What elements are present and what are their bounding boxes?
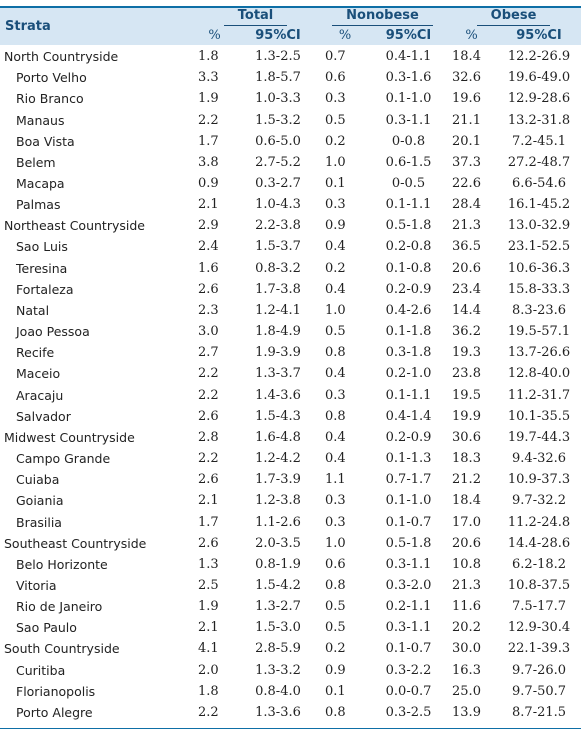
city-name: Rio de Janeiro — [16, 599, 103, 615]
table-row — [0, 46, 581, 68]
cell-obese-ci: 9.7-50.7 — [512, 683, 567, 699]
cell-nonobese-pct: 1.0 — [325, 154, 346, 170]
cell-obese-ci: 10.1-35.5 — [507, 408, 571, 424]
table-row — [0, 215, 581, 236]
table-row — [0, 152, 581, 173]
cell-nonobese-pct: 0.1 — [325, 683, 346, 699]
cell-total-ci: 1.5-4.3 — [255, 408, 301, 424]
table-row — [0, 67, 581, 88]
cell-nonobese-ci: 0-0.5 — [391, 176, 426, 192]
cell-obese-pct: 36.5 — [452, 239, 481, 255]
cell-obese-pct: 21.2 — [452, 472, 481, 488]
cell-nonobese-pct: 0.5 — [325, 324, 346, 340]
cell-total-ci: 1.2-4.1 — [255, 302, 301, 318]
table-header — [0, 8, 581, 46]
cell-obese-pct: 19.6 — [452, 91, 481, 107]
city-name: Natal — [16, 302, 50, 318]
city-name: Porto Velho — [16, 70, 87, 86]
cell-total-pct: 1.7 — [198, 133, 219, 149]
cell-nonobese-pct: 1.0 — [325, 302, 346, 318]
cell-nonobese-ci: 0.2-0.9 — [385, 429, 432, 445]
cell-nonobese-ci: 0.5-1.8 — [385, 535, 432, 551]
city-name: Florianopolis — [16, 683, 96, 699]
group-label: Obese — [477, 8, 551, 26]
cell-obese-pct: 21.1 — [452, 112, 481, 128]
cell-obese-ci: 15.8-33.3 — [507, 281, 571, 297]
region-name: North Countryside — [4, 49, 119, 65]
cell-obese-ci: 6.6-54.6 — [512, 176, 567, 192]
cell-total-ci: 1.2-4.2 — [255, 451, 301, 467]
cell-nonobese-ci: 0.1-1.0 — [385, 91, 432, 107]
cell-total-ci: 1.3-3.6 — [255, 704, 301, 720]
cell-nonobese-pct: 0.8 — [325, 408, 346, 424]
table-body — [0, 46, 581, 724]
cell-total-pct: 1.8 — [198, 49, 219, 65]
cell-obese-ci: 19.5-57.1 — [507, 324, 571, 340]
cell-nonobese-pct: 0.5 — [325, 599, 346, 615]
cell-nonobese-pct: 0.3 — [325, 387, 346, 403]
cell-total-ci: 1.5-3.7 — [255, 239, 301, 255]
table-row — [0, 660, 581, 681]
table-row — [0, 617, 581, 638]
cell-nonobese-ci: 0.2-0.9 — [385, 281, 432, 297]
cell-obese-pct: 28.4 — [452, 197, 481, 213]
cell-obese-ci: 11.2-24.8 — [507, 514, 571, 530]
cell-nonobese-ci: 0.2-0.8 — [385, 239, 432, 255]
table-row — [0, 702, 581, 723]
table-row — [0, 406, 581, 427]
table-row — [0, 258, 581, 279]
group-label: Nonobese — [332, 8, 433, 26]
cell-total-pct: 1.9 — [198, 599, 219, 615]
city-name: Porto Alegre — [16, 704, 93, 720]
cell-obese-pct: 13.9 — [452, 704, 481, 720]
cell-obese-pct: 20.6 — [452, 260, 481, 276]
cell-obese-pct: 30.0 — [452, 641, 481, 657]
table-row — [0, 427, 581, 448]
cell-nonobese-pct: 0.3 — [325, 197, 346, 213]
cell-nonobese-ci: 0.4-2.6 — [385, 302, 432, 318]
cell-nonobese-pct: 0.4 — [325, 281, 346, 297]
cell-obese-pct: 20.6 — [452, 535, 481, 551]
cell-obese-ci: 10.8-37.5 — [507, 577, 571, 593]
cell-nonobese-pct: 0.8 — [325, 704, 346, 720]
cell-total-pct: 2.6 — [198, 408, 219, 424]
cell-nonobese-ci: 0.6-1.5 — [385, 154, 432, 170]
cell-nonobese-ci: 0.2-1.0 — [385, 366, 432, 382]
cell-nonobese-pct: 0.9 — [325, 218, 346, 234]
cell-nonobese-pct: 0.6 — [325, 556, 346, 572]
cell-nonobese-pct: 0.8 — [325, 345, 346, 361]
cell-nonobese-ci: 0.3-1.1 — [385, 556, 432, 572]
cell-nonobese-ci: 0.4-1.1 — [385, 49, 432, 65]
cell-obese-ci: 27.2-48.7 — [507, 154, 571, 170]
cell-obese-pct: 16.3 — [452, 662, 481, 678]
cell-obese-pct: 14.4 — [452, 302, 481, 318]
table-row — [0, 131, 581, 152]
city-name: Salvador — [16, 408, 71, 424]
city-name: Sao Paulo — [16, 620, 77, 636]
cell-nonobese-pct: 0.2 — [325, 641, 346, 657]
cell-total-pct: 2.6 — [198, 281, 219, 297]
cell-nonobese-pct: 0.1 — [325, 176, 346, 192]
cell-nonobese-pct: 0.7 — [325, 49, 346, 65]
subheader-total-ci: 95%CI — [237, 26, 319, 46]
subheader-nonobese-ci: 95%CI — [371, 26, 446, 46]
city-name: Teresina — [16, 260, 68, 276]
cell-total-ci: 0.6-5.0 — [255, 133, 301, 149]
table-row — [0, 279, 581, 300]
cell-total-ci: 1.4-3.6 — [255, 387, 301, 403]
city-name: Rio Branco — [16, 91, 84, 107]
cell-total-pct: 3.3 — [198, 70, 219, 86]
cell-obese-pct: 20.1 — [452, 133, 481, 149]
cell-nonobese-pct: 0.6 — [325, 70, 346, 86]
cell-nonobese-ci: 0.7-1.7 — [385, 472, 432, 488]
cell-nonobese-ci: 0.3-1.1 — [385, 620, 432, 636]
cell-total-pct: 1.8 — [198, 683, 219, 699]
cell-nonobese-pct: 0.5 — [325, 620, 346, 636]
cell-total-ci: 1.5-4.2 — [255, 577, 301, 593]
cell-total-pct: 2.9 — [198, 218, 219, 234]
cell-obese-pct: 25.0 — [452, 683, 481, 699]
cell-obese-ci: 13.0-32.9 — [507, 218, 571, 234]
cell-obese-ci: 23.1-52.5 — [507, 239, 571, 255]
cell-nonobese-pct: 0.4 — [325, 239, 346, 255]
cell-obese-pct: 10.8 — [452, 556, 481, 572]
cell-obese-ci: 8.7-21.5 — [512, 704, 567, 720]
cell-obese-pct: 19.9 — [452, 408, 481, 424]
cell-nonobese-ci: 0.1-0.8 — [385, 260, 432, 276]
city-name: Belem — [16, 154, 56, 170]
table-row — [0, 300, 581, 321]
cell-nonobese-pct: 0.8 — [325, 577, 346, 593]
cell-obese-ci: 10.9-37.3 — [507, 472, 571, 488]
city-name: Brasilia — [16, 514, 62, 530]
cell-total-pct: 2.1 — [198, 620, 219, 636]
cell-total-pct: 2.3 — [198, 302, 219, 318]
city-name: Aracaju — [16, 387, 64, 403]
cell-nonobese-pct: 0.2 — [325, 260, 346, 276]
table-row — [0, 638, 581, 659]
city-name: Belo Horizonte — [16, 556, 108, 572]
cell-total-ci: 1.9-3.9 — [255, 345, 301, 361]
table-row — [0, 385, 581, 406]
group-header-obese — [446, 8, 581, 26]
table-row — [0, 88, 581, 109]
cell-obese-ci: 12.8-40.0 — [507, 366, 571, 382]
cell-total-ci: 1.3-2.7 — [255, 599, 301, 615]
table-row — [0, 109, 581, 130]
table-row — [0, 194, 581, 215]
city-name: Curitiba — [16, 662, 66, 678]
cell-obese-pct: 18.3 — [452, 451, 481, 467]
cell-obese-pct: 11.6 — [452, 599, 481, 615]
table-row — [0, 469, 581, 490]
cell-obese-ci: 7.2-45.1 — [512, 133, 567, 149]
cell-total-pct: 2.2 — [198, 112, 219, 128]
cell-nonobese-ci: 0.1-1.8 — [385, 324, 432, 340]
cell-nonobese-ci: 0.3-1.8 — [385, 345, 432, 361]
cell-obese-ci: 12.9-30.4 — [507, 620, 571, 636]
city-name: Cuiaba — [16, 472, 60, 488]
cell-obese-pct: 32.6 — [452, 70, 481, 86]
cell-obese-pct: 30.6 — [452, 429, 481, 445]
cell-obese-pct: 37.3 — [452, 154, 481, 170]
cell-total-pct: 2.5 — [198, 577, 219, 593]
cell-total-pct: 2.1 — [198, 197, 219, 213]
cell-total-ci: 0.8-3.2 — [255, 260, 301, 276]
cell-total-ci: 2.2-3.8 — [255, 218, 301, 234]
cell-total-ci: 1.3-3.7 — [255, 366, 301, 382]
table-row — [0, 236, 581, 257]
cell-total-pct: 4.1 — [198, 641, 219, 657]
cell-nonobese-ci: 0.3-2.5 — [385, 704, 432, 720]
cell-total-ci: 2.0-3.5 — [255, 535, 301, 551]
region-name: Northeast Countryside — [4, 218, 145, 234]
cell-nonobese-pct: 0.4 — [325, 451, 346, 467]
table-row — [0, 321, 581, 342]
cell-total-pct: 2.7 — [198, 345, 219, 361]
cell-total-pct: 1.3 — [198, 556, 219, 572]
cell-nonobese-ci: 0.4-1.4 — [385, 408, 432, 424]
cell-obese-ci: 22.1-39.3 — [507, 641, 571, 657]
cell-nonobese-ci: 0.1-1.3 — [385, 451, 432, 467]
city-name: Fortaleza — [16, 281, 74, 297]
cell-obese-ci: 9.7-26.0 — [512, 662, 567, 678]
cell-nonobese-pct: 0.4 — [325, 429, 346, 445]
cell-total-pct: 2.2 — [198, 366, 219, 382]
group-header-nonobese — [319, 8, 446, 26]
cell-nonobese-ci: 0.2-1.1 — [385, 599, 432, 615]
city-name: Vitoria — [16, 577, 57, 593]
cell-nonobese-pct: 0.9 — [325, 662, 346, 678]
cell-obese-ci: 9.4-32.6 — [512, 451, 567, 467]
cell-total-ci: 1.0-4.3 — [255, 197, 301, 213]
cell-nonobese-ci: 0.3-2.0 — [385, 577, 432, 593]
cell-obese-ci: 8.3-23.6 — [512, 302, 567, 318]
cell-obese-ci: 19.6-49.0 — [507, 70, 571, 86]
group-label: Total — [224, 8, 288, 26]
cell-obese-pct: 21.3 — [452, 577, 481, 593]
table-row — [0, 448, 581, 469]
cell-total-ci: 1.7-3.8 — [255, 281, 301, 297]
cell-total-ci: 2.8-5.9 — [255, 641, 301, 657]
cell-nonobese-pct: 1.1 — [325, 472, 346, 488]
city-name: Recife — [16, 345, 55, 361]
cell-total-ci: 1.5-3.2 — [255, 112, 301, 128]
cell-total-ci: 0.3-2.7 — [255, 176, 301, 192]
cell-obese-pct: 17.0 — [452, 514, 481, 530]
cell-total-pct: 3.0 — [198, 324, 219, 340]
cell-total-ci: 0.8-4.0 — [255, 683, 301, 699]
cell-total-pct: 2.2 — [198, 451, 219, 467]
cell-total-pct: 2.4 — [198, 239, 219, 255]
cell-obese-ci: 13.7-26.6 — [507, 345, 571, 361]
table-row — [0, 342, 581, 363]
cell-total-ci: 1.8-5.7 — [255, 70, 301, 86]
city-name: Sao Luis — [16, 239, 68, 255]
subheader-nonobese-pct: % — [319, 26, 371, 46]
region-name: South Countryside — [4, 641, 120, 657]
cell-obese-ci: 11.2-31.7 — [507, 387, 571, 403]
cell-obese-pct: 36.2 — [452, 324, 481, 340]
subheader-total-pct: % — [192, 26, 237, 46]
cell-obese-pct: 22.6 — [452, 176, 481, 192]
cell-nonobese-ci: 0.1-1.1 — [385, 197, 432, 213]
cell-obese-ci: 12.2-26.9 — [507, 49, 571, 65]
cell-obese-pct: 19.5 — [452, 387, 481, 403]
cell-total-ci: 1.6-4.8 — [255, 429, 301, 445]
cell-total-pct: 1.7 — [198, 514, 219, 530]
cell-nonobese-ci: 0.3-1.6 — [385, 70, 432, 86]
cell-nonobese-ci: 0.3-1.1 — [385, 112, 432, 128]
strata-header: Strata — [0, 8, 192, 46]
cell-nonobese-pct: 0.3 — [325, 514, 346, 530]
cell-obese-ci: 7.5-17.7 — [512, 599, 567, 615]
region-name: Midwest Countryside — [4, 429, 135, 445]
city-name: Maceio — [16, 366, 61, 382]
table-row — [0, 363, 581, 384]
subheader-obese-pct: % — [446, 26, 497, 46]
cell-obese-pct: 21.3 — [452, 218, 481, 234]
cell-total-pct: 2.6 — [198, 535, 219, 551]
cell-total-pct: 1.9 — [198, 91, 219, 107]
cell-total-ci: 1.5-3.0 — [255, 620, 301, 636]
cell-total-pct: 2.8 — [198, 429, 219, 445]
cell-total-ci: 1.2-3.8 — [255, 493, 301, 509]
cell-nonobese-pct: 0.5 — [325, 112, 346, 128]
table-row — [0, 575, 581, 596]
cell-obese-ci: 12.9-28.6 — [507, 91, 571, 107]
cell-nonobese-ci: 0.3-2.2 — [385, 662, 432, 678]
cell-obese-ci: 9.7-32.2 — [512, 493, 567, 509]
cell-total-pct: 3.8 — [198, 154, 219, 170]
cell-total-pct: 0.9 — [198, 176, 219, 192]
table-row — [0, 596, 581, 617]
cell-obese-pct: 23.8 — [452, 366, 481, 382]
region-name: Southeast Countryside — [4, 535, 147, 551]
city-name: Manaus — [16, 112, 65, 128]
cell-total-ci: 1.1-2.6 — [255, 514, 301, 530]
cell-obese-pct: 20.2 — [452, 620, 481, 636]
cell-total-ci: 1.0-3.3 — [255, 91, 301, 107]
cell-total-pct: 2.2 — [198, 704, 219, 720]
cell-nonobese-pct: 0.2 — [325, 133, 346, 149]
cell-total-ci: 1.8-4.9 — [255, 324, 301, 340]
table-row — [0, 490, 581, 511]
cell-total-ci: 1.7-3.9 — [255, 472, 301, 488]
city-name: Goiania — [16, 493, 64, 509]
cell-total-pct: 2.6 — [198, 472, 219, 488]
table-row — [0, 681, 581, 702]
prevalence-table — [0, 8, 581, 723]
table-row — [0, 511, 581, 532]
cell-nonobese-ci: 0.5-1.8 — [385, 218, 432, 234]
subheader-obese-ci: 95%CI — [497, 26, 581, 46]
cell-nonobese-pct: 0.4 — [325, 366, 346, 382]
cell-obese-ci: 14.4-28.6 — [507, 535, 571, 551]
cell-nonobese-ci: 0.1-1.1 — [385, 387, 432, 403]
city-name: Joao Pessoa — [16, 324, 90, 340]
cell-total-pct: 2.2 — [198, 387, 219, 403]
cell-total-pct: 2.0 — [198, 662, 219, 678]
cell-nonobese-ci: 0.1-1.0 — [385, 493, 432, 509]
cell-obese-ci: 13.2-31.8 — [507, 112, 571, 128]
city-name: Boa Vista — [16, 133, 75, 149]
cell-total-ci: 2.7-5.2 — [255, 154, 301, 170]
cell-total-ci: 1.3-2.5 — [255, 49, 301, 65]
cell-nonobese-ci: 0-0.8 — [391, 133, 426, 149]
group-header-total — [192, 8, 319, 26]
cell-obese-ci: 6.2-18.2 — [512, 556, 567, 572]
cell-nonobese-ci: 0.0-0.7 — [385, 683, 432, 699]
cell-obese-pct: 19.3 — [452, 345, 481, 361]
cell-obese-ci: 19.7-44.3 — [507, 429, 571, 445]
cell-nonobese-ci: 0.1-0.7 — [385, 641, 432, 657]
city-name: Campo Grande — [16, 451, 111, 467]
cell-total-pct: 1.6 — [198, 260, 219, 276]
cell-total-pct: 2.1 — [198, 493, 219, 509]
cell-nonobese-pct: 1.0 — [325, 535, 346, 551]
table-row — [0, 533, 581, 554]
city-name: Macapa — [16, 176, 65, 192]
cell-obese-pct: 18.4 — [452, 493, 481, 509]
cell-obese-ci: 16.1-45.2 — [507, 197, 571, 213]
table-row — [0, 554, 581, 575]
cell-nonobese-pct: 0.3 — [325, 493, 346, 509]
cell-obese-ci: 10.6-36.3 — [507, 260, 571, 276]
cell-total-ci: 1.3-3.2 — [255, 662, 301, 678]
cell-nonobese-ci: 0.1-0.7 — [385, 514, 432, 530]
city-name: Palmas — [16, 197, 61, 213]
table-row — [0, 173, 581, 194]
cell-nonobese-pct: 0.3 — [325, 91, 346, 107]
cell-total-ci: 0.8-1.9 — [255, 556, 301, 572]
cell-obese-pct: 18.4 — [452, 49, 481, 65]
cell-obese-pct: 23.4 — [452, 281, 481, 297]
